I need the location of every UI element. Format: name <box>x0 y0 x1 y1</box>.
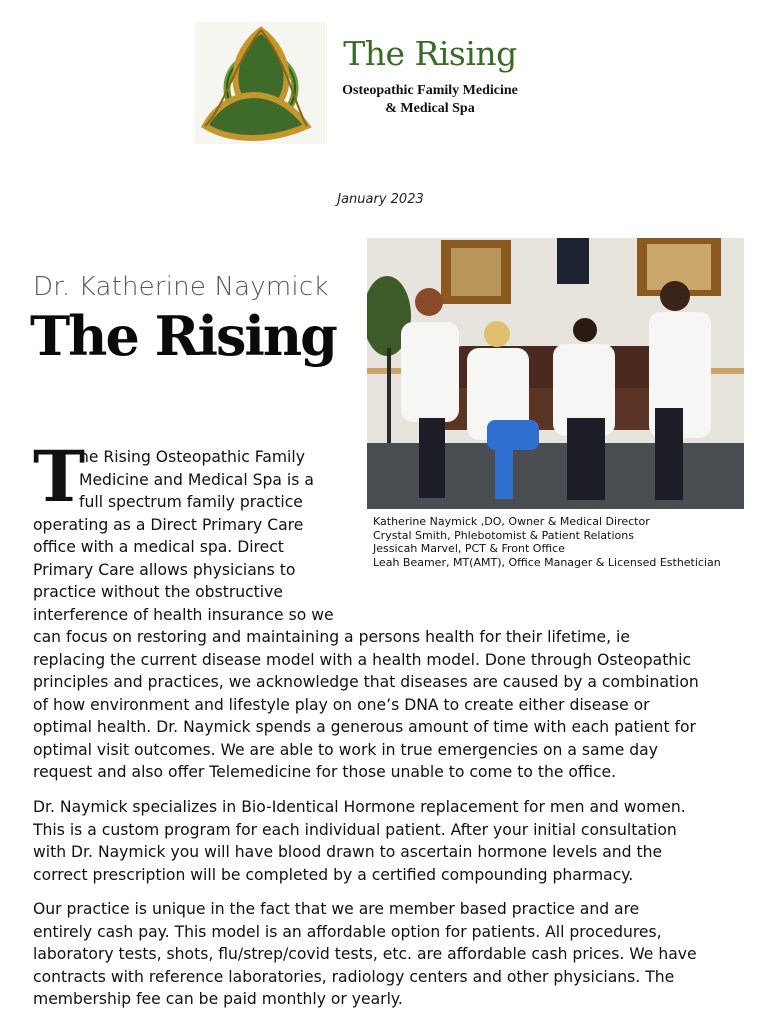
paragraph-line: membership fee can be paid monthly or yearly. <box>33 990 403 1008</box>
paragraph-line: This is a custom program for each individual patient. After your initial consultation <box>33 820 677 839</box>
paragraph-line: of how environment and lifestyle play on one’s DNA to create either disease or <box>33 695 650 714</box>
intro-line: interference of health insurance so we <box>33 605 334 624</box>
caption-line: Crystal Smith, Phlebotomist & Patient Relations <box>373 528 634 542</box>
brand-subtitle-1: Osteopathic Family Medicine <box>342 83 518 98</box>
paragraph-line: can focus on restoring and maintaining a persons health for their lifetime, ie <box>33 628 630 646</box>
brand-name: The Rising <box>343 34 517 73</box>
paragraph-2 <box>33 796 733 886</box>
paragraph-1 <box>33 626 733 784</box>
intro-line: full spectrum family practice <box>79 493 303 511</box>
paragraph-line: optimal health. Dr. Naymick spends a generous amount of time with each patient for <box>33 718 696 736</box>
intro-line: Primary Care allows physicians to <box>33 560 296 579</box>
intro-line: office with a medical spa. Direct <box>33 538 284 556</box>
intro-line: operating as a Direct Primary Care <box>33 515 304 534</box>
paragraph-3 <box>33 898 733 1011</box>
paragraph-line: contracts with reference laboratories, radiology centers and other physicians. The <box>33 967 675 986</box>
intro-line: he Rising Osteopathic Family <box>79 448 305 466</box>
paragraph-line: correct prescription will be completed by a certified compounding pharmacy. <box>33 865 634 884</box>
celtic-knot-logo <box>195 22 327 144</box>
caption-line: Jessicah Marvel, PCT & Front Office <box>373 542 565 555</box>
paragraph-line: Dr. Naymick specializes in Bio-Identical Hormone replacement for men and women. <box>33 798 686 816</box>
brand-subtitle-2: & Medical Spa <box>385 101 475 116</box>
paragraph-line: with Dr. Naymick you will have blood drawn to ascertain hormone levels and the <box>33 843 663 861</box>
intro-line: Medicine and Medical Spa is a <box>79 470 314 489</box>
paragraph-line: laboratory tests, shots, flu/strep/covid tests, etc. are affordable cash prices. We have <box>33 945 697 963</box>
staff-photo <box>367 238 744 509</box>
caption-line: Leah Beamer, MT(AMT), Office Manager & Licensed Esthetician <box>373 555 721 569</box>
issue-date: January 2023 <box>337 192 424 207</box>
headline: The Rising <box>30 304 336 368</box>
paragraph-line: Our practice is unique in the fact that we are member based practice and are <box>33 900 640 918</box>
intro-line: practice without the obstructive <box>33 583 283 601</box>
caption-line: Katherine Naymick ,DO, Owner & Medical Director <box>373 515 650 528</box>
paragraph-line: optimal visit outcomes. We are able to work in true emergencies on a same day <box>33 740 658 759</box>
paragraph-line: request and also offer Telemedicine for those unable to come to the office. <box>33 763 617 781</box>
paragraph-line: entirely cash pay. This model is an affordable option for patients. All procedures, <box>33 922 662 941</box>
drop-cap: T <box>33 435 86 518</box>
article-intro <box>33 435 338 626</box>
brand-block <box>328 34 532 118</box>
photo-caption <box>373 515 721 569</box>
paragraph-line: replacing the current disease model with a health model. Done through Osteopathic <box>33 650 692 669</box>
paragraph-line: principles and practices, we acknowledge that diseases are caused by a combination <box>33 673 699 691</box>
doctor-name: Dr. Katherine Naymick <box>33 272 329 302</box>
